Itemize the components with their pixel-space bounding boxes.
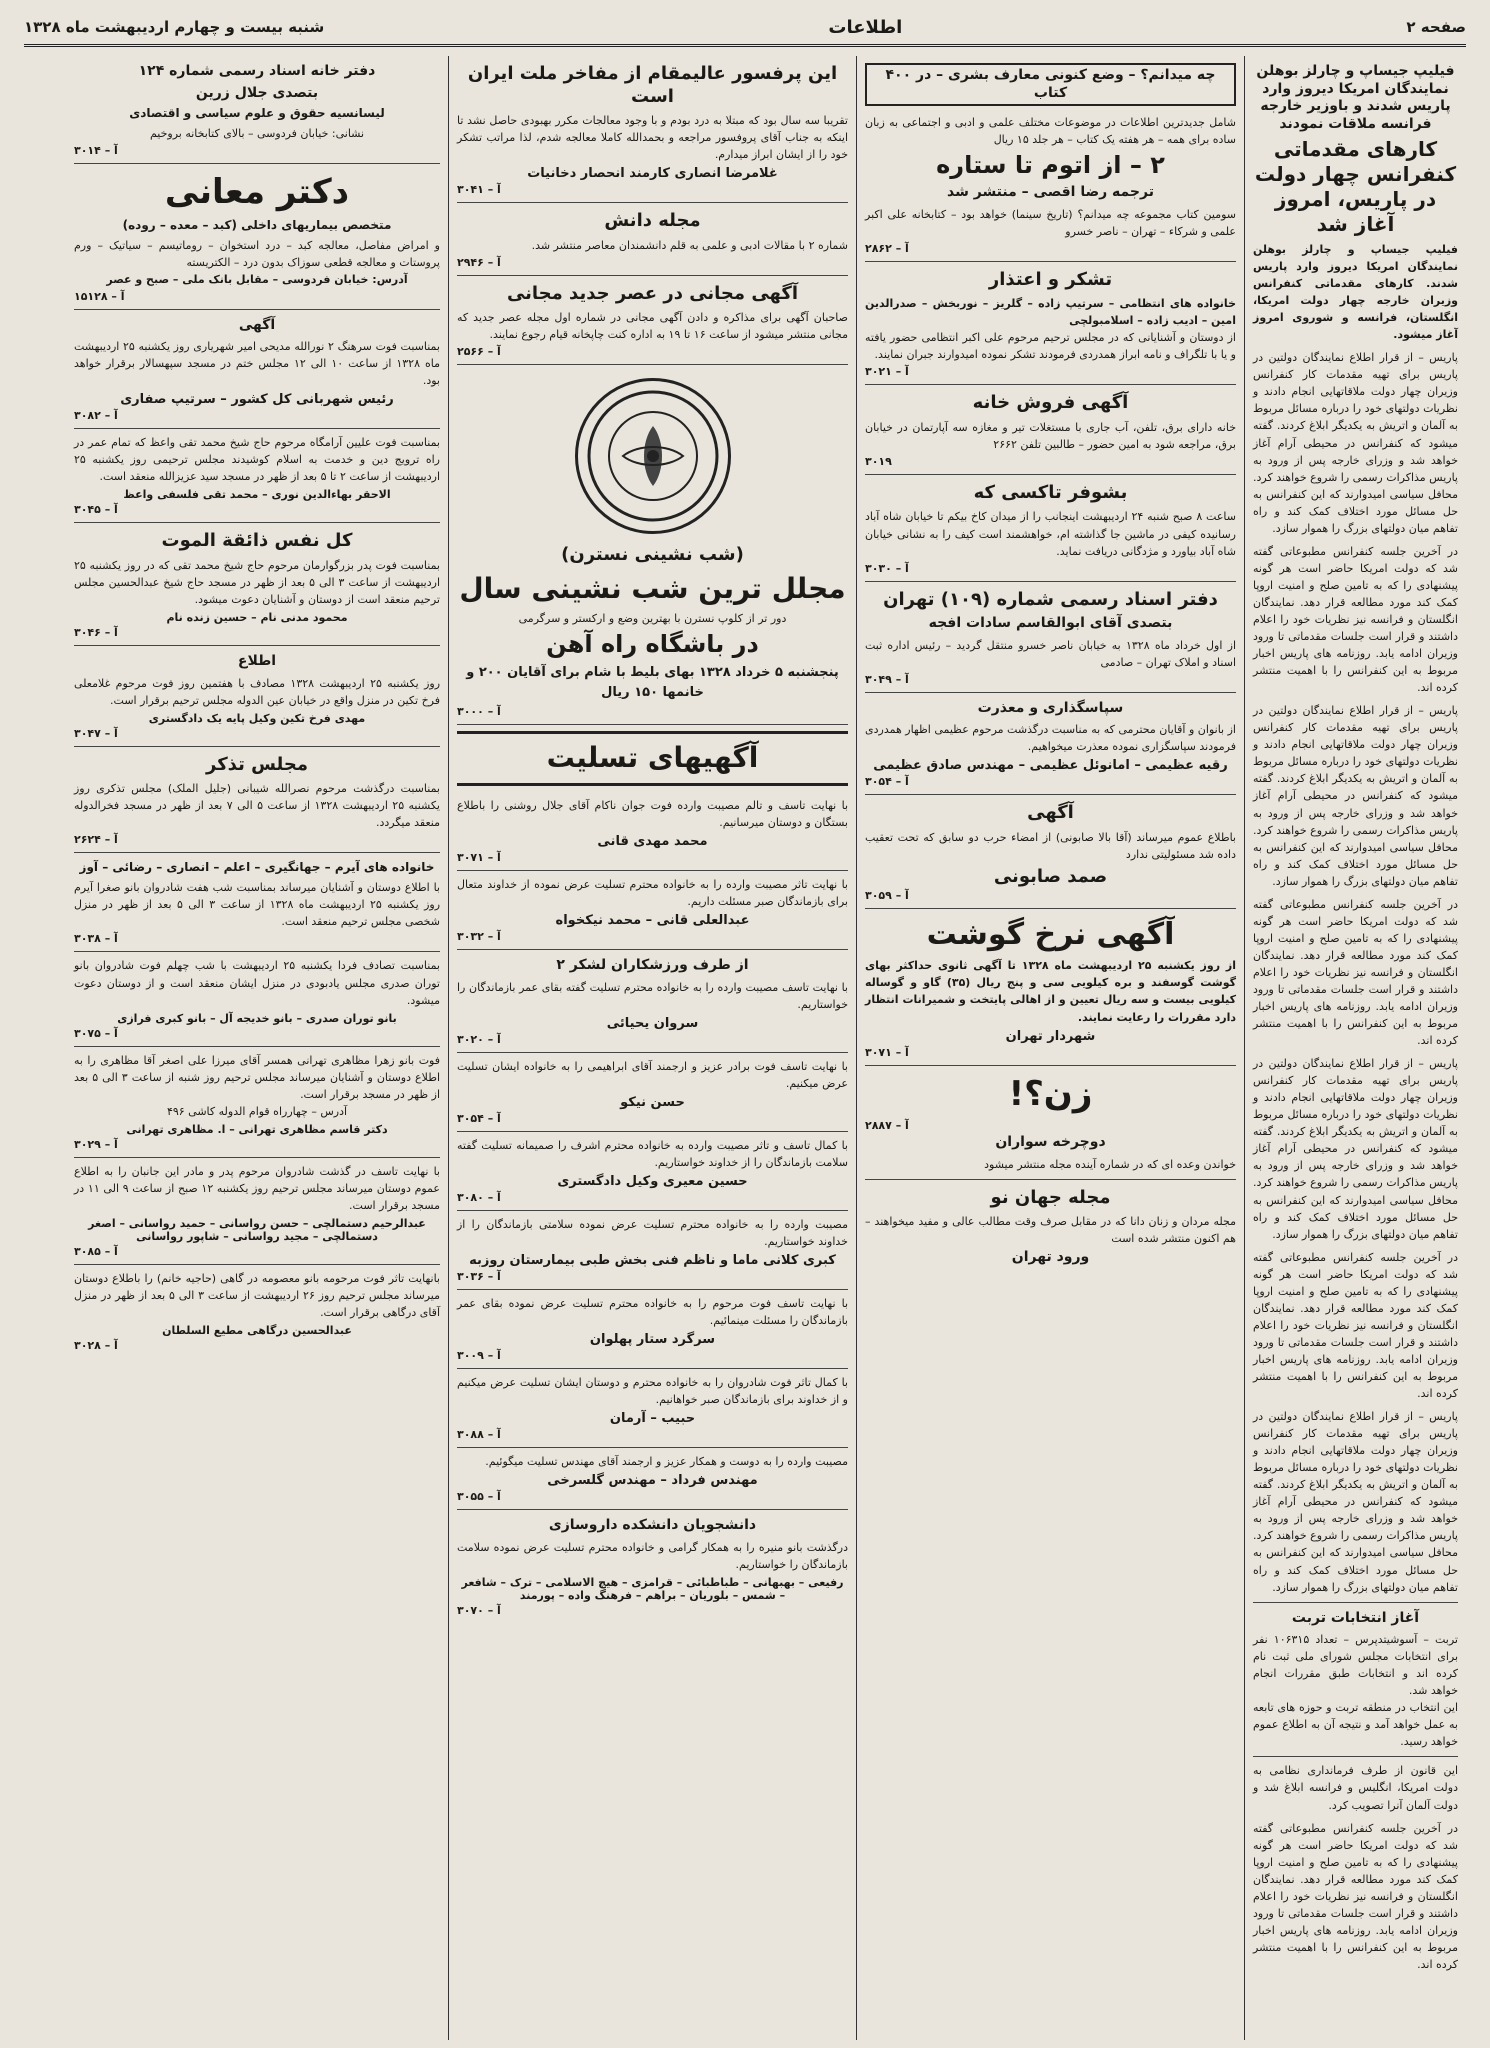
doctor-name: دکتر معانی	[164, 172, 350, 213]
condolence-7	[457, 1290, 848, 1369]
mozaheri-notice	[74, 1047, 440, 1158]
professor-ref: آ – ۳۰۴۱	[457, 183, 501, 197]
taxi-title: بشوفر تاکسی که	[973, 481, 1128, 503]
info-ref: آ – ۳۰۴۷	[74, 726, 118, 740]
police-ref: آ – ۳۰۸۲	[74, 409, 118, 423]
apology-notice	[865, 693, 1236, 796]
apology-ref: آ – ۳۰۵۴	[865, 775, 909, 789]
doctor-text: و امراض مفاصل، معالجه کبد – درد استخوان – روماتیسم – سیاتیک – ورم پروستات و معالجه قطعی سوزاک بدون درد – الکتریسته	[74, 238, 440, 269]
book-series-text: شامل جدیدترین اطلاعات در موضوعات مختلف علمی و ادبی و اجتماعی به زبان ساده برای همه – هر هفته یک کتاب – هر جلد ۱۵ ریال	[865, 116, 1236, 147]
house-ref: ۳۰۱۹	[865, 454, 892, 468]
police-title: آگهی	[238, 316, 276, 333]
professor-title: این پرفسور عالیمقام از مفاخر ملت ایران است	[467, 63, 838, 107]
meat-title: آگهی نرخ گوشت	[926, 916, 1175, 952]
footer-note	[1253, 1757, 1458, 1979]
party-text: دور تر از کلوپ نسترن با بهترین وضع و ارکستر و سرگرمی	[518, 611, 787, 625]
meat-price-notice	[865, 909, 1236, 1066]
police-text: بمناسبت فوت سرهنگ ۲ نورالله مدیحی امیر شهریاری روز یکشنبه ۲۵ اردیبهشت ماه ۱۳۲۸ از ساعت ۱۰ الی ۱۲ مجلس ختم در مسجد سپهسالار برقرار خواهد بود.	[74, 340, 440, 388]
party-date: پنجشنبه ۵ خرداد ۱۳۲۸ بهای بلیط با شام برای آقایان ۲۰۰ و خانمها ۱۵۰ ریال	[466, 664, 839, 700]
paper-name: اطلاعات	[828, 16, 903, 38]
condolence-4	[457, 1053, 848, 1132]
club-emblem	[575, 378, 731, 534]
notary-109-ref: آ – ۳۰۴۹	[865, 672, 909, 686]
taxi-text: ساعت ۸ صبح شنبه ۲۴ اردیبهشت اینجانب را از میدان کاخ بیکم تا خیابان شاه آباد رسانیده کیفی در ماشین جا گذاشته ام، خواهشمند است کیف را به نشانی خیابان شاه آباد بیاورد و مژدگانی دریافت نماید.	[865, 510, 1236, 558]
condolence-6-signature: کبری کلانی ماما و ناظم فنی بخش طبی بیمارستان روزبه	[469, 1253, 836, 1269]
condolence-10	[457, 1510, 848, 1623]
doctor-address: آدرس: خیابان فردوسی – مقابل بانک ملی – صبح و عصر	[106, 272, 408, 286]
soap-text: باطلاع عموم میرساند (آقا بالا صابونی) از امضاء حرب دو سابق که تحت تعقیب داده شد مسئولیتی ندارد	[865, 830, 1236, 861]
info-title: اطلاع	[237, 653, 277, 670]
memorial-signature: الاحقر بهاءالدین نوری – محمد تقی فلسفی واعظ	[123, 488, 391, 502]
memorial-notice	[74, 429, 440, 523]
danesh-ref: آ – ۲۹۴۶	[457, 255, 501, 269]
taxi-ref: آ – ۳۰۳۰	[865, 561, 909, 575]
taxi-notice	[865, 475, 1236, 582]
mozaheri-ref: آ – ۳۰۲۹	[74, 1137, 118, 1151]
free-ad-text: صاحبان آگهی برای مذاکره و دادن آگهی مجانی در شماره اول مجله عصر جدید که مجانی منتشر میشود از ساعت ۱۶ تا ۱۹ به اداره کنت چاپخانه قیام رجوع نمایند.	[457, 311, 848, 342]
free-ad-ref: آ – ۲۵۶۶	[457, 345, 501, 359]
ravasani-signature: عبدالرحیم دستمالچی – حسن رواسانی – حمید رواسانی – اصغر دستمالچی – مجید رواسانی – شاپور رواسانی	[88, 1216, 426, 1243]
families-text: با اطلاع دوستان و آشنایان میرساند بمناسبت شب هفت شادروان بانو صغرا آیرم روز یکشنبه ۲۵ اردیبهشت ماه ۱۳۲۸ از ساعت ۳ الی ۵ بعد از ظهر در منزل شخصی مجلس ترحیم منعقد است.	[74, 881, 441, 929]
lead-body-repeat: پاریس – از قرار اطلاع نمایندگان دولتین در پاریس برای تهیه مقدمات کار کنفرانس وزیران چهار دولت ملاقاتهایی انجام دادند و نظریات دولتهای خود را درباره مسائل مربوط به آلمان و اتریش به یکدیگر ابلاغ کردند. گفته میشود که کنفرانس در محیطی آرام آغاز خواهد شد و وزرای خارجه پس از ورود به پاریس مذاکرات رسمی را شروع خواهند کرد. محافل سیاسی امیدوارند که این کنفرانس به حل مسائل مورد اختلاف کمک کند و راه تفاهم میان دولتهای بزرگ را هموار سازد.	[1253, 704, 1458, 888]
mozaheri-text: فوت بانو زهرا مظاهری تهرانی همسر آقای میرزا علی اصغر آقا مظاهری را به اطلاع دوستان و آشنایان میرساند مجلس ترحیم روز شنبه از ساعت ۳ الی ۵ بعد از ظهر در مسجد برقرار است.	[74, 1053, 440, 1101]
party-headline: مجلل ترین شب نشینی سال	[459, 571, 846, 605]
party-ad	[457, 365, 848, 725]
condolence-2-ref: آ – ۳۰۳۲	[457, 930, 501, 944]
sadri-signature: بانو توران صدری – بانو خدیجه آل – بانو کبری فرازی	[117, 1011, 397, 1025]
meat-text: از روز یکشنبه ۲۵ اردیبهشت ماه ۱۳۲۸ تا آگهی ثانوی حداکثر بهای گوشت گوسفند و بره کیلویی سی و پنج ریال (۳۵) گاو و گوساله کیلویی بیست و سه ریال تعیین و از اهالی پایتخت و شمیرانات انتظار دارد مقررات را رعایت نمایند.	[865, 959, 1236, 1024]
condolence-9-text: مصیبت وارده را به دوست و همکار عزیز و ارجمند آقای مهندس تسلیت میگوئیم.	[485, 1455, 848, 1469]
soap-title: آگهی	[1027, 802, 1074, 824]
lead-intro: فیلیپ جیساپ و چارلز بوهلن نمایندگان امریکا دیروز وارد پاریس شدند. کارهای مقدماتی کنفرانس وزیران خارجه چهار دولت امریکا، انگلستان، فرانسه و شوروی امروز آغاز میشود.	[1253, 243, 1458, 342]
lead-headline: کارهای مقدماتی کنفرانس چهار دولت در پاریس، امروز آغاز شد	[1254, 137, 1457, 236]
book-text: سومین کتاب مجموعه چه میدانم؟ (تاریخ سینما) خواهد بود – کتابخانه علی اکبر علمی و شرکاء – تهران – ناصر خسرو	[865, 207, 1236, 238]
lead-continuation: در آخرین جلسه کنفرانس مطبوعاتی گفته شد که دولت امریکا حاضر است هر گونه پیشنهادی را که به تامین صلح و امنیت اروپا کمک کند مورد مطالعه قرار دهد. نمایندگان انگلستان و فرانسه نیز نظریات خود را اعلام داشتند و قرار است جلسات مقدماتی تا ورود وزیران ادامه یابد. روزنامه های پاریس اخبار مربوط به این کنفرانس را با اهمیت منتشر کرده اند.	[1253, 544, 1458, 695]
lead-body-repeat-2: پاریس – از قرار اطلاع نمایندگان دولتین در پاریس برای تهیه مقدمات کار کنفرانس وزیران چهار دولت ملاقاتهایی انجام دادند و نظریات دولتهای خود را درباره مسائل مربوط به آلمان و اتریش به یکدیگر ابلاغ کردند. گفته میشود که کنفرانس در محیطی آرام آغاز خواهد شد و وزرای خارجه پس از ورود به پاریس مذاکرات رسمی را شروع خواهند کرد. محافل سیاسی امیدوارند که این کنفرانس به حل مسائل مورد اختلاف کمک کند و راه تفاهم میان دولتهای بزرگ را هموار سازد.	[1253, 1057, 1458, 1241]
zan-ad	[865, 1066, 1236, 1180]
condolence-5-signature: حسین معیری وکیل دادگستری	[557, 1174, 748, 1190]
dargahi-signature: عبدالحسین درگاهی مطیع السلطان	[162, 1324, 352, 1338]
lead-continuation-repeat: در آخرین جلسه کنفرانس مطبوعاتی گفته شد که دولت امریکا حاضر است هر گونه پیشنهادی را که به تامین صلح و امنیت اروپا کمک کند مورد مطالعه قرار دهد. نمایندگان انگلستان و فرانسه نیز نظریات خود را اعلام داشتند و قرار است جلسات مقدماتی تا ورود وزیران ادامه یابد. روزنامه های پاریس اخبار مربوط به این کنفرانس را با اهمیت منتشر کرده اند.	[1253, 897, 1458, 1048]
condolence-10-title: دانشجویان دانشکده داروسازی	[548, 1517, 757, 1534]
condolence-6-text: مصیبت وارده را به خانواده محترم تسلیت عرض نموده سلامتی بازماندگان را از خداوند خواستاریم.	[457, 1218, 848, 1249]
dargahi-text: بانهایت تاثر فوت مرحومه بانو معصومه در گاهی (حاجیه خانم) را باطلاع دوستان میرساند مجلس ترحیم روز ۲۶ اردیبهشت از ساعت ۳ الی ۵ بعد از ظهر در منزل آقای درگاهی برقرار است.	[74, 1271, 441, 1320]
condolence-1-ref: آ – ۳۰۷۱	[457, 851, 501, 865]
condolence-5-ref: آ – ۳۰۸۰	[457, 1191, 501, 1205]
condolence-2	[457, 871, 848, 950]
condolence-5	[457, 1132, 848, 1211]
doctor-ref: آ – ۱۵۱۲۸	[74, 289, 125, 303]
apology-signature: رقیه عظیمی – امانوئل عظیمی – مهندس صادق عظیمی	[873, 758, 1228, 774]
book-subtitle: ترجمه رضا اقصی – منتشر شد	[947, 184, 1154, 201]
jahan-text: مجله مردان و زنان دانا که در مقابل صرف وقت مطالب عالی و مفید میخواهند – هم اکنون منتشر شده است	[865, 1215, 1236, 1246]
page-columns	[24, 56, 1466, 2040]
info-text: روز یکشنبه ۲۵ اردیبهشت ۱۳۲۸ مصادف با هفتمین روز فوت مرحوم غلامعلی فرخ تکین در منزل واقع در خیابان عین الدوله مجلس ترحیم برقرار است.	[74, 676, 441, 707]
professor-ad	[457, 56, 848, 203]
dargahi-notice	[74, 1265, 440, 1358]
tazkar-text: بمناسبت درگذشت مرحوم نصرالله شیبانی (جلیل الملک) مجلس تذکری روز یکشنبه ۲۵ اردیبهشت ۱۳۲۸ از ساعت ۵ الی ۷ بعد از ظهر در مسجد فخرالدوله منعقد میگردد.	[74, 782, 440, 830]
condolence-3-title: از طرف ورزشکاران لشکر ۲	[556, 957, 749, 974]
memorial-ref: آ – ۳۰۴۵	[74, 503, 118, 517]
condolence-3-ref: آ – ۳۰۲۰	[457, 1032, 501, 1046]
footer-note-more: در آخرین جلسه کنفرانس مطبوعاتی گفته شد که دولت امریکا حاضر است هر گونه پیشنهادی را که به تامین صلح و امنیت اروپا کمک کند مورد مطالعه قرار دهد. نمایندگان انگلستان و فرانسه نیز نظریات خود را اعلام داشتند و قرار است جلسات مقدماتی تا ورود وزیران ادامه یابد. روزنامه های پاریس اخبار مربوط به این کنفرانس را با اهمیت منتشر کرده اند.	[1253, 1821, 1458, 1971]
footer-note-text: این قانون از طرف فرمانداری نظامی به دولت امریکا، انگلیس و فرانسه ابلاغ شد و دولت آلمان آنرا تصویب کرد.	[1253, 1764, 1458, 1812]
condolence-5-text: با کمال تاسف و تاثر مصیبت وارده به خانواده محترم اشرف را صمیمانه تسلیت گفته سلامت بازماندگان را از خداوند خواستاریم.	[457, 1138, 848, 1170]
house-title: آگهی فروش خانه	[972, 392, 1129, 414]
condolence-1	[457, 792, 848, 871]
jahan-no-ad	[865, 1180, 1236, 1277]
condolence-banner	[457, 731, 848, 786]
party-place: در باشگاه راه آهن	[546, 629, 759, 658]
danesh-text: شماره ۲ با مقالات ادبی و علمی به قلم دانشمندان معاصر منتشر شد.	[531, 238, 848, 252]
condolence-4-ref: آ – ۳۰۵۴	[457, 1111, 501, 1125]
lead-article	[1253, 56, 1458, 1603]
page-number: صفحه ۲	[1406, 18, 1466, 36]
condolence-8-signature: حبیب – آرمان	[609, 1411, 696, 1427]
election-note: این انتخاب در منطقه تربت و حوزه های تابعه به عمل خواهد آمد و نتیجه آن به اطلاع عموم خواهد رسید.	[1253, 1701, 1458, 1749]
party-title: (شب نشینی نسترن)	[561, 544, 744, 566]
condolence-9-signature: مهندس فرداد – مهندس گلسرخی	[547, 1473, 758, 1489]
doctor-specialty: متخصص بیماریهای داخلی (کبد – معده – روده)	[122, 217, 392, 232]
column-condolences	[448, 56, 856, 2040]
condolence-2-signature: عبدالعلی قانی – محمد نیکخواه	[555, 913, 750, 929]
condolence-8-ref: آ – ۳۰۸۸	[457, 1428, 501, 1442]
families-notice	[74, 853, 440, 952]
condolence-2-text: با نهایت تاثر مصیبت وارده را به خانواده محترم تسلیت عرض نموده از خداوند متعال برای بازماندگان صبر مسئلت داریم.	[457, 878, 848, 909]
death-signature: محمود مدنی نام – حسین زنده نام	[166, 611, 348, 625]
condolence-4-signature: حسن نیکو	[620, 1094, 685, 1110]
lead-body: پاریس – از قرار اطلاع نمایندگان دولتین در پاریس برای تهیه مقدمات کار کنفرانس وزیران چهار دولت ملاقاتهایی انجام دادند و نظریات دولتهای خود را درباره مسائل مربوط به آلمان و اتریش به یکدیگر ابلاغ کردند. گفته میشود که کنفرانس در محیطی آرام آغاز خواهد شد و وزرای خارجه پس از ورود به پاریس مذاکرات رسمی را شروع خواهند کرد. محافل سیاسی امیدوارند که این کنفرانس به حل مسائل مورد اختلاف کمک کند و راه تفاهم میان دولتهای بزرگ را هموار سازد.	[1253, 351, 1458, 535]
danesh-magazine-ad	[457, 203, 848, 276]
ravasani-notice	[74, 1158, 440, 1265]
book-title: ۲ – از اتوم تا ستاره	[936, 151, 1165, 180]
election-text: تربت – آسوشیتدپرس – تعداد ۱۰۶۳۱۵ نفر برای انتخابات مجلس شورای ملی ثبت نام کرده اند و انتخابات طبق مقررات انجام خواهد شد.	[1253, 1633, 1458, 1698]
condolence-9	[457, 1448, 848, 1510]
notary-109-text: از اول خرداد ماه ۱۳۲۸ به خیابان ناصر خسرو منتقل گردید – رئیس اداره ثبت اسناد و املاک تهران – صادمی	[865, 638, 1236, 669]
arrival-title: ورود تهران	[1011, 1249, 1090, 1266]
condolence-8-text: با کمال تاثر فوت شادروان را به خانواده محترم و دوستان ایشان تسلیت عرض میکنیم و از خداوند برای بازماندگان صبر خواهانیم.	[457, 1376, 848, 1407]
police-signature: رئیس شهربانی کل کشور – سرتیپ صفاری	[120, 392, 394, 408]
apology-text: از بانوان و آقایان محترمی که به مناسبت درگذشت مرحوم عظیمی اظهار همدردی فرمودند سپاسگزاری نموده معذرت میخواهیم.	[865, 723, 1236, 754]
jahan-title: مجله جهان نو	[990, 1186, 1111, 1208]
condolence-10-names: رفیعی – بهبهانی – طباطبائی – قرامزی – هیچ الاسلامی – ترک – شافعر – شمس – بلوریان – براهم – فرهنگ واده – پورمند	[461, 1576, 844, 1602]
thanks-text: از دوستان و آشنایانی که در مجلس ترحیم مرحوم علی اکبر انتظامی حضور یافته و یا با تلگراف و نامه ابراز همدردی فرمودند تشکر نموده امیدوارند جبران نمایند.	[865, 331, 1236, 362]
memorial-text: بمناسبت فوت علیین آرامگاه مرحوم حاج شیخ محمد تقی واعظ که تمام عمر در راه ترویج دین و خدمت به اسلام کوشیدند مجلس ترحیمی روز یکشنبه ۲۵ اردیبهشت از ساعت ۲ تا ۵ بعد از ظهر در مسجد سید عزیزالله منعقد است.	[74, 436, 440, 484]
meat-signature: شهردار تهران	[1005, 1028, 1096, 1044]
column-lead-news	[1244, 56, 1466, 2040]
apology-title: سپاسگذاری و معذرت	[977, 699, 1124, 716]
dargahi-ref: آ – ۳۰۲۸	[74, 1339, 118, 1353]
death-notice	[74, 523, 440, 646]
tazkar-notice	[74, 747, 440, 854]
lead-body-repeat-3: پاریس – از قرار اطلاع نمایندگان دولتین در پاریس برای تهیه مقدمات کار کنفرانس وزیران چهار دولت ملاقاتهایی انجام دادند و نظریات دولتهای خود را درباره مسائل مربوط به آلمان و اتریش به یکدیگر ابلاغ کردند. گفته میشود که کنفرانس در محیطی آرام آغاز خواهد شد و وزرای خارجه پس از ورود به پاریس مذاکرات رسمی را شروع خواهند کرد. محافل سیاسی امیدوارند که این کنفرانس به حل مسائل مورد اختلاف کمک کند و راه تفاهم میان دولتهای بزرگ را هموار سازد.	[1253, 1410, 1458, 1594]
meat-ref: آ – ۳۰۷۱	[865, 1045, 909, 1059]
condolence-banner-title: آگهیهای تسلیت	[546, 741, 759, 775]
notary-124-ref: آ – ۳۰۱۴	[74, 144, 118, 158]
condolence-10-ref: آ – ۳۰۷۰	[457, 1604, 501, 1617]
condolence-3-signature: سروان یحیائی	[606, 1015, 699, 1031]
death-ref: آ – ۳۰۴۶	[74, 626, 118, 640]
sadri-ref: آ – ۳۰۷۵	[74, 1026, 118, 1040]
condolence-8	[457, 1369, 848, 1448]
house-text: خانه دارای برق، تلفن، آب جاری با مستغلات تیر و مغازه سه آپارتمان در خیابان برق، مراجعه شود به امین حضور – طالبین تلفن ۲۶۶۲	[865, 420, 1236, 451]
police-notice	[74, 310, 440, 430]
column-ads-notices	[856, 56, 1244, 2040]
house-sale-ad	[865, 385, 1236, 475]
mozaheri-signature: دکتر قاسم مظاهری تهرانی – ا. مظاهری تهرانی	[126, 1122, 388, 1136]
book-series-title: چه میدانم؟ – وضع کنونی معارف بشری – در ۴۰۰ کتاب	[865, 63, 1236, 106]
lead-continuation-repeat-2: در آخرین جلسه کنفرانس مطبوعاتی گفته شد که دولت امریکا حاضر است هر گونه پیشنهادی را که به تامین صلح و امنیت اروپا کمک کند مورد مطالعه قرار دهد. نمایندگان انگلستان و فرانسه نیز نظریات خود را اعلام داشتند و قرار است جلسات مقدماتی تا ورود وزیران ادامه یابد. روزنامه های پاریس اخبار مربوط به این کنفرانس را با اهمیت منتشر کرده اند.	[1253, 1250, 1458, 1401]
notary-109-title: دفتر اسناد رسمی شماره (۱۰۹) تهران	[883, 588, 1218, 610]
notary-124-title: دفتر خانه اسناد رسمی شماره ۱۲۴	[138, 63, 376, 79]
club-emblem-icon	[583, 386, 723, 526]
thanks-ref: آ – ۳۰۲۱	[865, 365, 909, 379]
free-ad-notice	[457, 276, 848, 366]
condolence-4-text: با نهایت تاسف فوت برادر عزیز و ارجمند آقای ابراهیمی را به خانواده ایشان تسلیت عرض میکنیم.	[457, 1059, 848, 1090]
notary-124-degree: لیسانسیه حقوق و علوم سیاسی و اقتصادی	[129, 106, 385, 120]
notary-124-sub: بتصدی جلال زرین	[195, 84, 319, 101]
thanks-families: خانواده های انتظامی – سرتیپ زاده – گلریز – نوربخش – صدرالدین امین – ادیب زاده – اسلامبولچی	[865, 297, 1236, 328]
bicycle-text: خواندن وعده ای که در شماره آینده مجله منتشر میشود	[984, 1157, 1236, 1171]
thanks-title: تشکر و اعتذار	[988, 268, 1113, 290]
book-series-ad	[865, 56, 1236, 262]
condolence-6	[457, 1211, 848, 1290]
condolence-7-ref: آ – ۳۰۰۹	[457, 1349, 501, 1363]
notary-109-ad	[865, 582, 1236, 693]
masthead	[24, 10, 1466, 47]
free-ad-title: آگهی مجانی در عصر جدید مجانی	[506, 282, 799, 304]
families-ref: آ – ۳۰۳۸	[74, 932, 118, 946]
book-ref: آ – ۲۸۶۲	[865, 241, 909, 255]
lead-kicker: فیلیپ جیساپ و چارلز بوهلن نمایندگان امریکا دیروز وارد پاریس شدند و باوزیر خارجه فرانسه ملاقات نمودند	[1256, 63, 1455, 132]
info-signature: مهدی فرخ تکین وکیل پایه یک دادگستری	[148, 711, 366, 725]
danesh-title: مجله دانش	[604, 210, 701, 232]
notary-124-address: نشانی: خیابان فردوسی – بالای کتابخانه بروخیم	[149, 127, 365, 140]
party-ref: آ – ۳۰۰۰	[457, 705, 501, 719]
tazkar-title: مجلس تذکر	[206, 753, 308, 775]
thanks-notice	[865, 262, 1236, 386]
zan-title: زن؟!	[1008, 1073, 1093, 1114]
condolence-3	[457, 950, 848, 1053]
ravasani-ref: آ – ۳۰۸۵	[74, 1244, 118, 1258]
soap-notice	[865, 795, 1236, 909]
condolence-10-text: درگذشت بانو منیره را به همکار گرامی و خانواده محترم تسلیت عرض نموده سلامت بازماندگان را خواستاریم.	[457, 1540, 848, 1571]
families-title: خانواده های آیرم – جهانگیری – اعلم – انصاری – رضائی – آوز	[79, 860, 435, 875]
info-notice	[74, 646, 440, 747]
condolence-6-ref: آ – ۳۰۳۶	[457, 1270, 501, 1284]
condolence-3-text: با نهایت تاسف مصیبت وارده را به خانواده محترم تسلیت گفته بقای عمر بازماندگان را خواستاریم.	[457, 980, 848, 1011]
death-text: بمناسبت فوت پدر بزرگوارمان مرحوم حاج شیخ محمد تقی که در روز یکشنبه ۲۵ اردیبهشت از ساعت ۳ الی ۵ بعد از ظهر در مسجد حاج شیخ عبدالحسین مجلس ترحیم منعقد است از دوستان و آشنایان دعوت میشود.	[74, 558, 440, 607]
soap-name: صمد صابونی	[993, 865, 1108, 887]
condolence-9-ref: آ – ۳۰۵۵	[457, 1490, 501, 1504]
condolence-1-text: با نهایت تاسف و تالم مصیبت وارده فوت جوان ناکام آقای جلال روشنی را باطلاع بستگان و دوستان میرسانیم.	[457, 799, 848, 830]
mozaheri-address: آدرس – چهارراه قوام الدوله کاشی ۴۹۶	[166, 1104, 348, 1118]
notary-109-sub: بتصدی آقای ابوالقاسم سادات افجه	[928, 615, 1173, 632]
sadri-notice	[74, 952, 440, 1046]
death-title: کل نفس ذائقة الموت	[161, 530, 353, 552]
bicycle-title: دوچرخه سواران	[995, 1134, 1106, 1151]
doctor-ad	[74, 164, 440, 310]
professor-text: تقریبا سه سال بود که مبتلا به درد بودم و با وجود معالجات مکرر بهبودی حاصل نشد تا اینکه به جناب آقای پروفسور مراجعه و بحمدالله کاملا معالجه شدم، لذا مراتب تشکر خود را از ایشان ابراز میدارم.	[457, 114, 848, 162]
tazkar-ref: آ – ۲۶۲۴	[74, 833, 118, 847]
notary-124-ad	[74, 56, 440, 164]
sadri-text: بمناسبت تصادف فردا یکشنبه ۲۵ اردیبهشت با شب چهلم فوت شادروان بانو توران صدری مجلس یادبودی در منزل ایشان منعقد است و از دوستان دعوت میشود.	[74, 959, 440, 1007]
column-memorials	[66, 56, 448, 2040]
condolence-7-text: با نهایت تاسف فوت مرحوم را به خانواده محترم تسلیت عرض نموده بقای عمر بازماندگان را مسئلت مینمائیم.	[457, 1297, 848, 1328]
election-article	[1253, 1603, 1458, 1758]
election-headline: آغاز انتخابات تربت	[1291, 1609, 1420, 1626]
soap-ref: آ – ۳۰۵۹	[865, 888, 909, 902]
condolence-1-signature: محمد مهدی قانی	[597, 834, 708, 850]
professor-signature: غلامرضا انصاری کارمند انحصار دخانیات	[527, 166, 778, 182]
condolence-7-signature: سرگرد ستار پهلوان	[589, 1332, 716, 1348]
ravasani-text: با نهایت تاسف در گذشت شادروان مرحوم پدر و مادر این جانبان را به اطلاع عموم دوستان میرساند مجلس ترحیم روز یکشنبه ۱۲ صبح از ساعت ۹ الی ۱۱ در مسجد برقرار است.	[74, 1164, 440, 1212]
issue-date: شنبه بیست و چهارم اردیبهشت ماه ۱۳۲۸	[24, 18, 325, 36]
zan-ref: آ – ۲۸۸۷	[865, 1119, 909, 1133]
